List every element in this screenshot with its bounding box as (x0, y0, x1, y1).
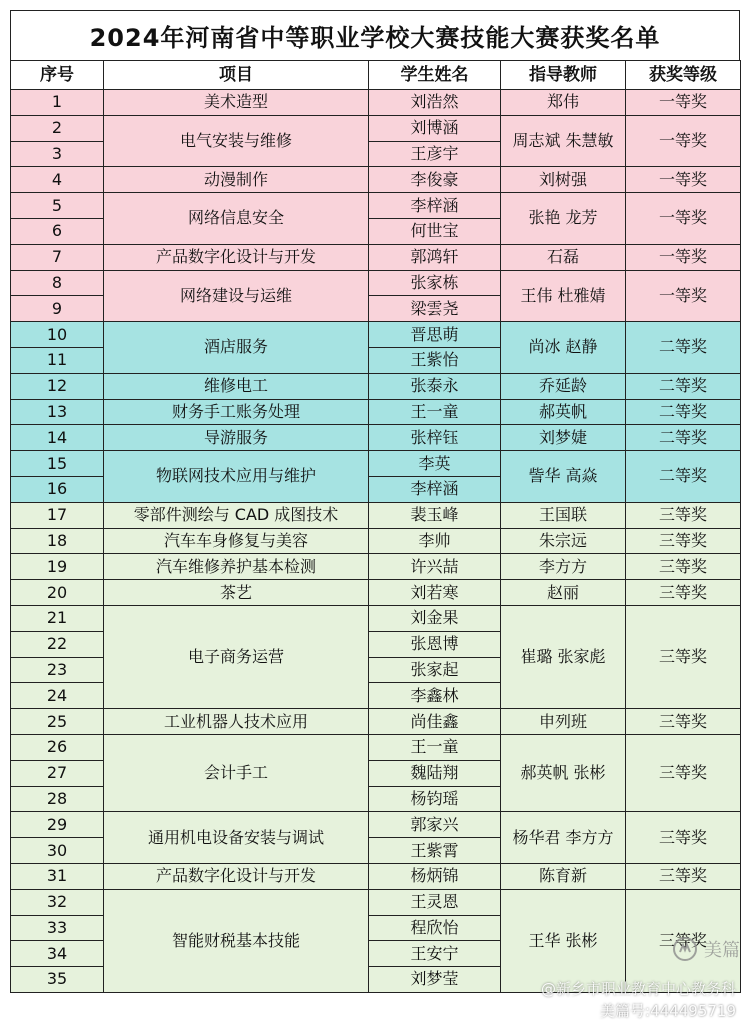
cell-teacher: 王伟 杜雅婧 (501, 270, 626, 322)
cell-student: 刘博涵 (369, 115, 501, 141)
cell-award: 二等奖 (626, 425, 741, 451)
watermark-author: @新乡市职业教育中心教务科 (540, 980, 736, 998)
cell-no: 16 (11, 476, 104, 502)
cell-project: 茶艺 (104, 580, 369, 606)
cell-no: 27 (11, 760, 104, 786)
cell-no: 10 (11, 322, 104, 348)
cell-award: 三等奖 (626, 734, 741, 811)
cell-student: 王一童 (369, 399, 501, 425)
cell-no: 14 (11, 425, 104, 451)
cell-student: 郭家兴 (369, 812, 501, 838)
cell-student: 张恩博 (369, 631, 501, 657)
table-body (11, 90, 741, 993)
cell-teacher: 尚冰 赵静 (501, 322, 626, 374)
column-header-award: 获奖等级 (626, 61, 741, 90)
cell-student: 李俊豪 (369, 167, 501, 193)
cell-no: 33 (11, 915, 104, 941)
cell-award: 一等奖 (626, 270, 741, 322)
table-row (11, 425, 741, 451)
cell-no: 17 (11, 502, 104, 528)
cell-award: 三等奖 (626, 863, 741, 889)
award-table (10, 60, 741, 993)
cell-student: 程欣怡 (369, 915, 501, 941)
table-row (11, 193, 741, 219)
cell-teacher: 乔延龄 (501, 373, 626, 399)
cell-student: 王安宁 (369, 941, 501, 967)
cell-student: 刘金果 (369, 605, 501, 631)
cell-project: 电子商务运营 (104, 605, 369, 708)
cell-student: 刘梦莹 (369, 967, 501, 993)
cell-project: 汽车车身修复与美容 (104, 528, 369, 554)
cell-no: 24 (11, 683, 104, 709)
cell-project: 工业机器人技术应用 (104, 709, 369, 735)
cell-award: 二等奖 (626, 322, 741, 374)
cell-project: 产品数字化设计与开发 (104, 863, 369, 889)
cell-student: 张家起 (369, 657, 501, 683)
cell-project: 物联网技术应用与维护 (104, 451, 369, 503)
column-header-project: 项目 (104, 61, 369, 90)
cell-student: 李梓涵 (369, 193, 501, 219)
table-row (11, 734, 741, 760)
cell-no: 31 (11, 863, 104, 889)
cell-student: 王彦宇 (369, 141, 501, 167)
cell-teacher: 周志斌 朱慧敏 (501, 115, 626, 167)
cell-award: 一等奖 (626, 244, 741, 270)
cell-no: 7 (11, 244, 104, 270)
table-row (11, 399, 741, 425)
table-row (11, 554, 741, 580)
cell-no: 9 (11, 296, 104, 322)
table-row (11, 373, 741, 399)
table-row (11, 605, 741, 631)
cell-project: 产品数字化设计与开发 (104, 244, 369, 270)
cell-project: 会计手工 (104, 734, 369, 811)
cell-student: 李帅 (369, 528, 501, 554)
cell-award: 三等奖 (626, 580, 741, 606)
cell-teacher: 申列班 (501, 709, 626, 735)
cell-award: 三等奖 (626, 528, 741, 554)
table-row (11, 580, 741, 606)
cell-student: 张梓钰 (369, 425, 501, 451)
table-row (11, 889, 741, 915)
cell-student: 刘浩然 (369, 90, 501, 116)
cell-teacher: 张艳 龙芳 (501, 193, 626, 245)
cell-student: 杨钧瑶 (369, 786, 501, 812)
table-row (11, 812, 741, 838)
cell-student: 尚佳鑫 (369, 709, 501, 735)
cell-teacher: 郝英帆 张彬 (501, 734, 626, 811)
cell-no: 3 (11, 141, 104, 167)
cell-teacher: 刘梦婕 (501, 425, 626, 451)
cell-award: 三等奖 (626, 812, 741, 864)
cell-no: 13 (11, 399, 104, 425)
cell-no: 34 (11, 941, 104, 967)
table-row (11, 451, 741, 477)
cell-project: 通用机电设备安装与调试 (104, 812, 369, 864)
cell-student: 张家栋 (369, 270, 501, 296)
cell-award: 三等奖 (626, 502, 741, 528)
cell-project: 酒店服务 (104, 322, 369, 374)
cell-student: 李梓涵 (369, 476, 501, 502)
cell-teacher: 李方方 (501, 554, 626, 580)
watermark-logo-text: 美篇 (704, 940, 740, 961)
cell-award: 一等奖 (626, 193, 741, 245)
cell-award: 一等奖 (626, 115, 741, 167)
cell-project: 智能财税基本技能 (104, 889, 369, 992)
table-row (11, 115, 741, 141)
cell-no: 32 (11, 889, 104, 915)
cell-award: 三等奖 (626, 889, 741, 992)
column-header-no: 序号 (11, 61, 104, 90)
cell-no: 18 (11, 528, 104, 554)
cell-student: 何世宝 (369, 218, 501, 244)
cell-student: 杨炳锦 (369, 863, 501, 889)
cell-student: 刘若寒 (369, 580, 501, 606)
cell-no: 5 (11, 193, 104, 219)
table-row (11, 528, 741, 554)
cell-project: 电气安装与维修 (104, 115, 369, 167)
cell-no: 2 (11, 115, 104, 141)
cell-award: 二等奖 (626, 373, 741, 399)
cell-no: 21 (11, 605, 104, 631)
cell-no: 19 (11, 554, 104, 580)
cell-teacher: 崔璐 张家彪 (501, 605, 626, 708)
column-header-teacher: 指导教师 (501, 61, 626, 90)
cell-award: 一等奖 (626, 90, 741, 116)
cell-student: 王紫怡 (369, 347, 501, 373)
cell-student: 晋思萌 (369, 322, 501, 348)
cell-student: 郭鸿轩 (369, 244, 501, 270)
cell-project: 网络信息安全 (104, 193, 369, 245)
cell-student: 王紫霄 (369, 838, 501, 864)
cell-teacher: 郝英帆 (501, 399, 626, 425)
cell-teacher: 杨华君 李方方 (501, 812, 626, 864)
cell-no: 12 (11, 373, 104, 399)
cell-student: 梁雲尧 (369, 296, 501, 322)
cell-teacher: 陈育新 (501, 863, 626, 889)
cell-project: 网络建设与运维 (104, 270, 369, 322)
cell-teacher: 朱宗远 (501, 528, 626, 554)
cell-no: 20 (11, 580, 104, 606)
cell-no: 29 (11, 812, 104, 838)
cell-teacher: 赵丽 (501, 580, 626, 606)
cell-project: 维修电工 (104, 373, 369, 399)
cell-award: 二等奖 (626, 451, 741, 503)
cell-no: 26 (11, 734, 104, 760)
cell-project: 美术造型 (104, 90, 369, 116)
cell-no: 30 (11, 838, 104, 864)
cell-award: 三等奖 (626, 605, 741, 708)
table-row (11, 709, 741, 735)
table-row (11, 244, 741, 270)
cell-teacher: 刘树强 (501, 167, 626, 193)
cell-student: 李英 (369, 451, 501, 477)
cell-no: 15 (11, 451, 104, 477)
cell-student: 魏陆翔 (369, 760, 501, 786)
cell-award: 一等奖 (626, 167, 741, 193)
cell-student: 王灵恩 (369, 889, 501, 915)
cell-student: 许兴喆 (369, 554, 501, 580)
cell-no: 22 (11, 631, 104, 657)
cell-teacher: 訾华 高焱 (501, 451, 626, 503)
header-row (11, 61, 741, 90)
cell-award: 三等奖 (626, 554, 741, 580)
watermark-account-id: 美篇号:444495719 (600, 1002, 736, 1020)
cell-student: 王一童 (369, 734, 501, 760)
cell-no: 4 (11, 167, 104, 193)
cell-no: 35 (11, 967, 104, 993)
table-row (11, 863, 741, 889)
cell-project: 财务手工账务处理 (104, 399, 369, 425)
cell-teacher: 王华 张彬 (501, 889, 626, 992)
cell-award: 二等奖 (626, 399, 741, 425)
table-header (11, 61, 741, 90)
cell-no: 11 (11, 347, 104, 373)
table-row (11, 167, 741, 193)
cell-no: 28 (11, 786, 104, 812)
page-title: 2024年河南省中等职业学校大赛技能大赛获奖名单 (10, 10, 740, 60)
cell-no: 25 (11, 709, 104, 735)
cell-no: 6 (11, 218, 104, 244)
table-row (11, 90, 741, 116)
column-header-student: 学生姓名 (369, 61, 501, 90)
cell-student: 张泰永 (369, 373, 501, 399)
cell-teacher: 石磊 (501, 244, 626, 270)
cell-no: 8 (11, 270, 104, 296)
cell-project: 零部件测绘与 CAD 成图技术 (104, 502, 369, 528)
table-row (11, 270, 741, 296)
table-row (11, 322, 741, 348)
table-row (11, 502, 741, 528)
cell-award: 三等奖 (626, 709, 741, 735)
cell-project: 动漫制作 (104, 167, 369, 193)
cell-no: 1 (11, 90, 104, 116)
cell-teacher: 郑伟 (501, 90, 626, 116)
cell-student: 裴玉峰 (369, 502, 501, 528)
cell-project: 导游服务 (104, 425, 369, 451)
cell-teacher: 王国联 (501, 502, 626, 528)
cell-project: 汽车维修养护基本检测 (104, 554, 369, 580)
cell-student: 李鑫林 (369, 683, 501, 709)
cell-no: 23 (11, 657, 104, 683)
